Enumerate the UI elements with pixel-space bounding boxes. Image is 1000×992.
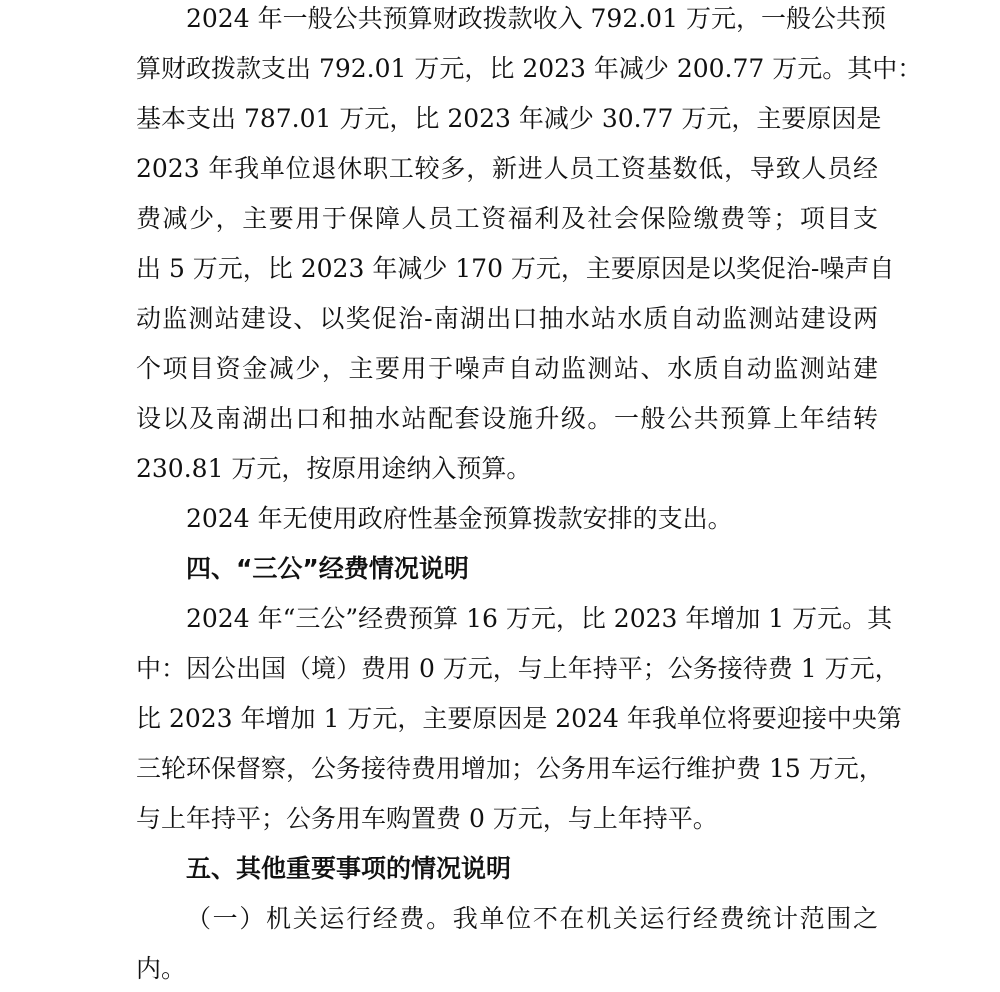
paragraph-line: 算财政拨款支出 792.01 万元，比 2023 年减少 200.77 万元。其中： — [136, 54, 923, 83]
paragraph-line: 中：因公出国（境）费用 0 万元，与上年持平；公务接待费 1 万元， — [136, 654, 900, 683]
paragraph-line: 2024 年“三公”经费预算 16 万元，比 2023 年增加 1 万元。其 — [186, 604, 893, 633]
paragraph-line: 2023 年我单位退休职工较多，新进人员工资基数低，导致人员经 — [136, 154, 878, 183]
paragraph-line: 动监测站建设、以奖促治-南湖出口抽水站水质自动监测站建设两 — [136, 304, 878, 333]
paragraph-line: 费减少，主要用于保障人员工资福利及社会保险缴费等；项目支 — [136, 204, 878, 233]
paragraph-line: 内。 — [136, 954, 187, 983]
paragraph-line: 基本支出 787.01 万元，比 2023 年减少 30.77 万元，主要原因是 — [136, 104, 882, 133]
paragraph-line: 与上年持平；公务用车购置费 0 万元，与上年持平。 — [136, 804, 718, 833]
section-heading-five: 五、其他重要事项的情况说明 — [186, 854, 512, 883]
paragraph-line: 个项目资金减少，主要用于噪声自动监测站、水质自动监测站建 — [136, 354, 878, 383]
paragraph-line: 230.81 万元，按原用途纳入预算。 — [136, 454, 532, 483]
paragraph-line: 三轮环保督察，公务接待费用增加；公务用车运行维护费 15 万元， — [136, 754, 884, 783]
paragraph-line: 设以及南湖出口和抽水站配套设施升级。一般公共预算上年结转 — [136, 404, 878, 433]
paragraph-line: （一）机关运行经费。我单位不在机关运行经费统计范围之 — [186, 904, 878, 933]
paragraph-line: 2024 年无使用政府性基金预算拨款安排的支出。 — [186, 504, 733, 533]
paragraph-line: 2024 年一般公共预算财政拨款收入 792.01 万元，一般公共预 — [186, 4, 886, 33]
section-heading-four: 四、“三公”经费情况说明 — [186, 554, 469, 583]
paragraph-line: 出 5 万元，比 2023 年减少 170 万元，主要原因是以奖促治-噪声自 — [136, 254, 895, 283]
paragraph-line: 比 2023 年增加 1 万元，主要原因是 2024 年我单位将要迎接中央第 — [136, 704, 902, 733]
